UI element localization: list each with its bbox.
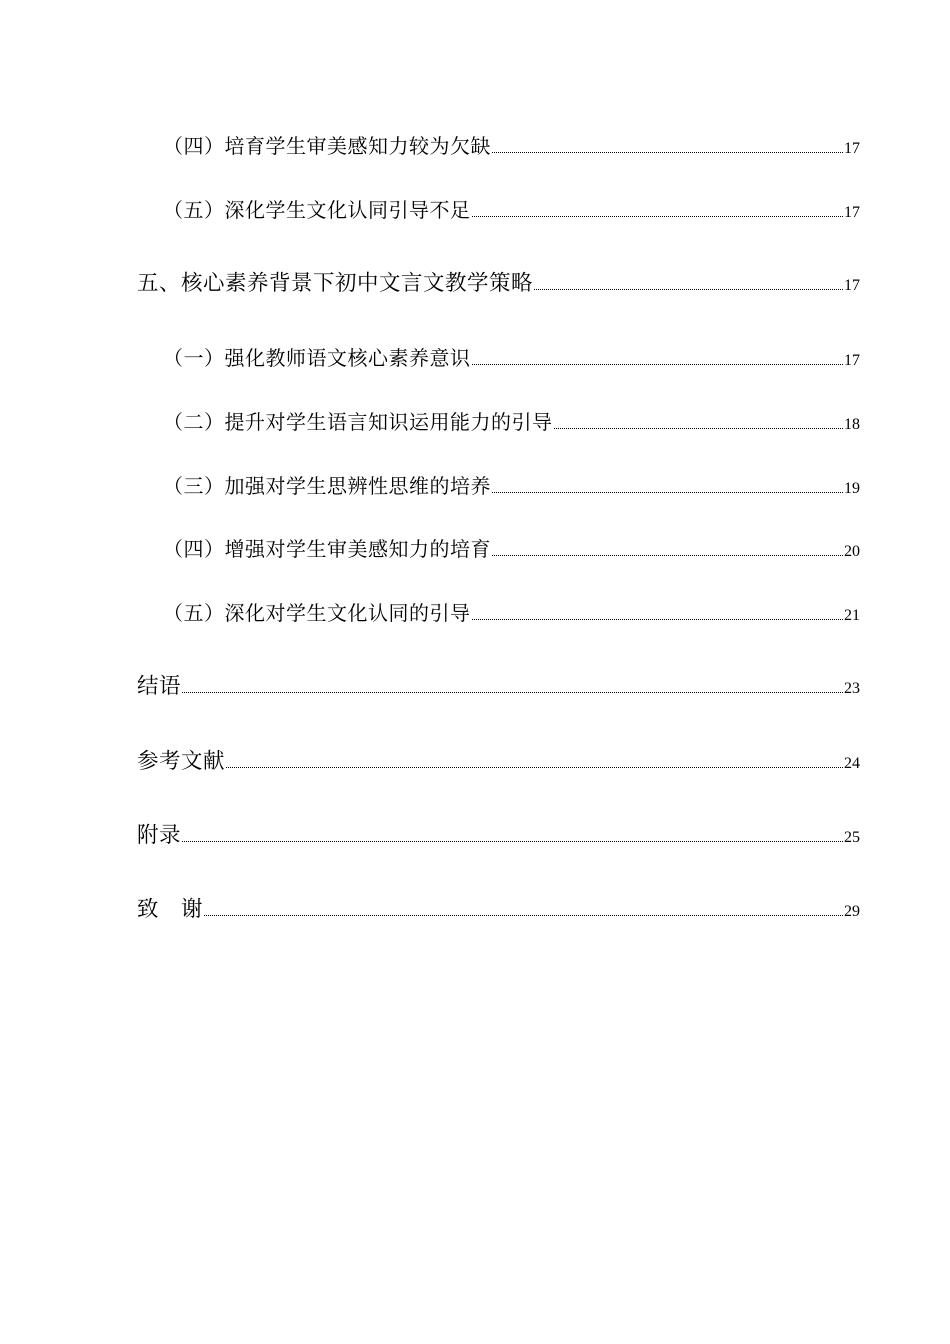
toc-entry[interactable] xyxy=(137,750,860,774)
toc-leader-dots xyxy=(472,618,844,620)
toc-entry-title: 致 谢 xyxy=(137,897,204,922)
toc-leader-dots xyxy=(182,840,843,842)
toc-entry[interactable] xyxy=(163,198,860,223)
toc-entry-title: （五）深化学生文化认同引导不足 xyxy=(163,198,471,222)
toc-entry-title: （五）深化对学生文化认同的引导 xyxy=(163,601,471,625)
toc-entry[interactable] xyxy=(163,346,860,371)
toc-leader-dots xyxy=(204,914,843,916)
toc-entry-page: 29 xyxy=(844,903,860,920)
toc-leader-dots xyxy=(534,288,843,290)
toc-entry-title: （三）加强对学生思辨性思维的培养 xyxy=(163,474,491,498)
toc-leader-dots xyxy=(472,215,844,217)
toc-entry-page: 21 xyxy=(844,607,860,624)
toc-entry-title: 五、核心素养背景下初中文言文教学策略 xyxy=(137,271,534,296)
toc-entry-page: 23 xyxy=(844,680,860,697)
toc-entry-page: 20 xyxy=(844,543,860,560)
toc-entry-title: （四）增强对学生审美感知力的培育 xyxy=(163,537,491,561)
toc-entry[interactable] xyxy=(163,410,860,435)
toc-entry-title: （一）强化教师语文核心素养意识 xyxy=(163,346,471,370)
toc-entry-title: 参考文献 xyxy=(137,749,226,774)
toc-entry-page: 18 xyxy=(844,416,860,433)
toc-entry[interactable] xyxy=(163,601,860,626)
toc-entry[interactable] xyxy=(137,824,860,848)
toc-entry-title: 附录 xyxy=(137,823,182,848)
toc-entry[interactable] xyxy=(137,675,860,699)
toc-entry-page: 17 xyxy=(844,204,860,221)
toc-entry[interactable] xyxy=(163,134,860,159)
toc-leader-dots xyxy=(226,766,843,768)
toc-entry-page: 17 xyxy=(844,140,860,157)
toc-leader-dots xyxy=(182,691,843,693)
toc-entry[interactable] xyxy=(163,474,860,499)
toc-leader-dots xyxy=(554,427,844,429)
toc-entry[interactable] xyxy=(137,272,860,296)
toc-leader-dots xyxy=(472,363,844,365)
toc-entry-title: （四）培育学生审美感知力较为欠缺 xyxy=(163,134,491,158)
toc-entry-page: 25 xyxy=(844,829,860,846)
toc-leader-dots xyxy=(492,491,843,493)
toc-leader-dots xyxy=(492,554,843,556)
toc-entry-title: 结语 xyxy=(137,674,182,699)
toc-entry-page: 19 xyxy=(844,480,860,497)
toc-leader-dots xyxy=(492,151,843,153)
toc-entry-page: 17 xyxy=(844,277,860,294)
toc-entry[interactable] xyxy=(137,898,860,922)
toc-entry-title: （二）提升对学生语言知识运用能力的引导 xyxy=(163,410,553,434)
toc-entry-page: 24 xyxy=(844,755,860,772)
toc-entry[interactable] xyxy=(163,537,860,562)
toc-entry-page: 17 xyxy=(844,352,860,369)
